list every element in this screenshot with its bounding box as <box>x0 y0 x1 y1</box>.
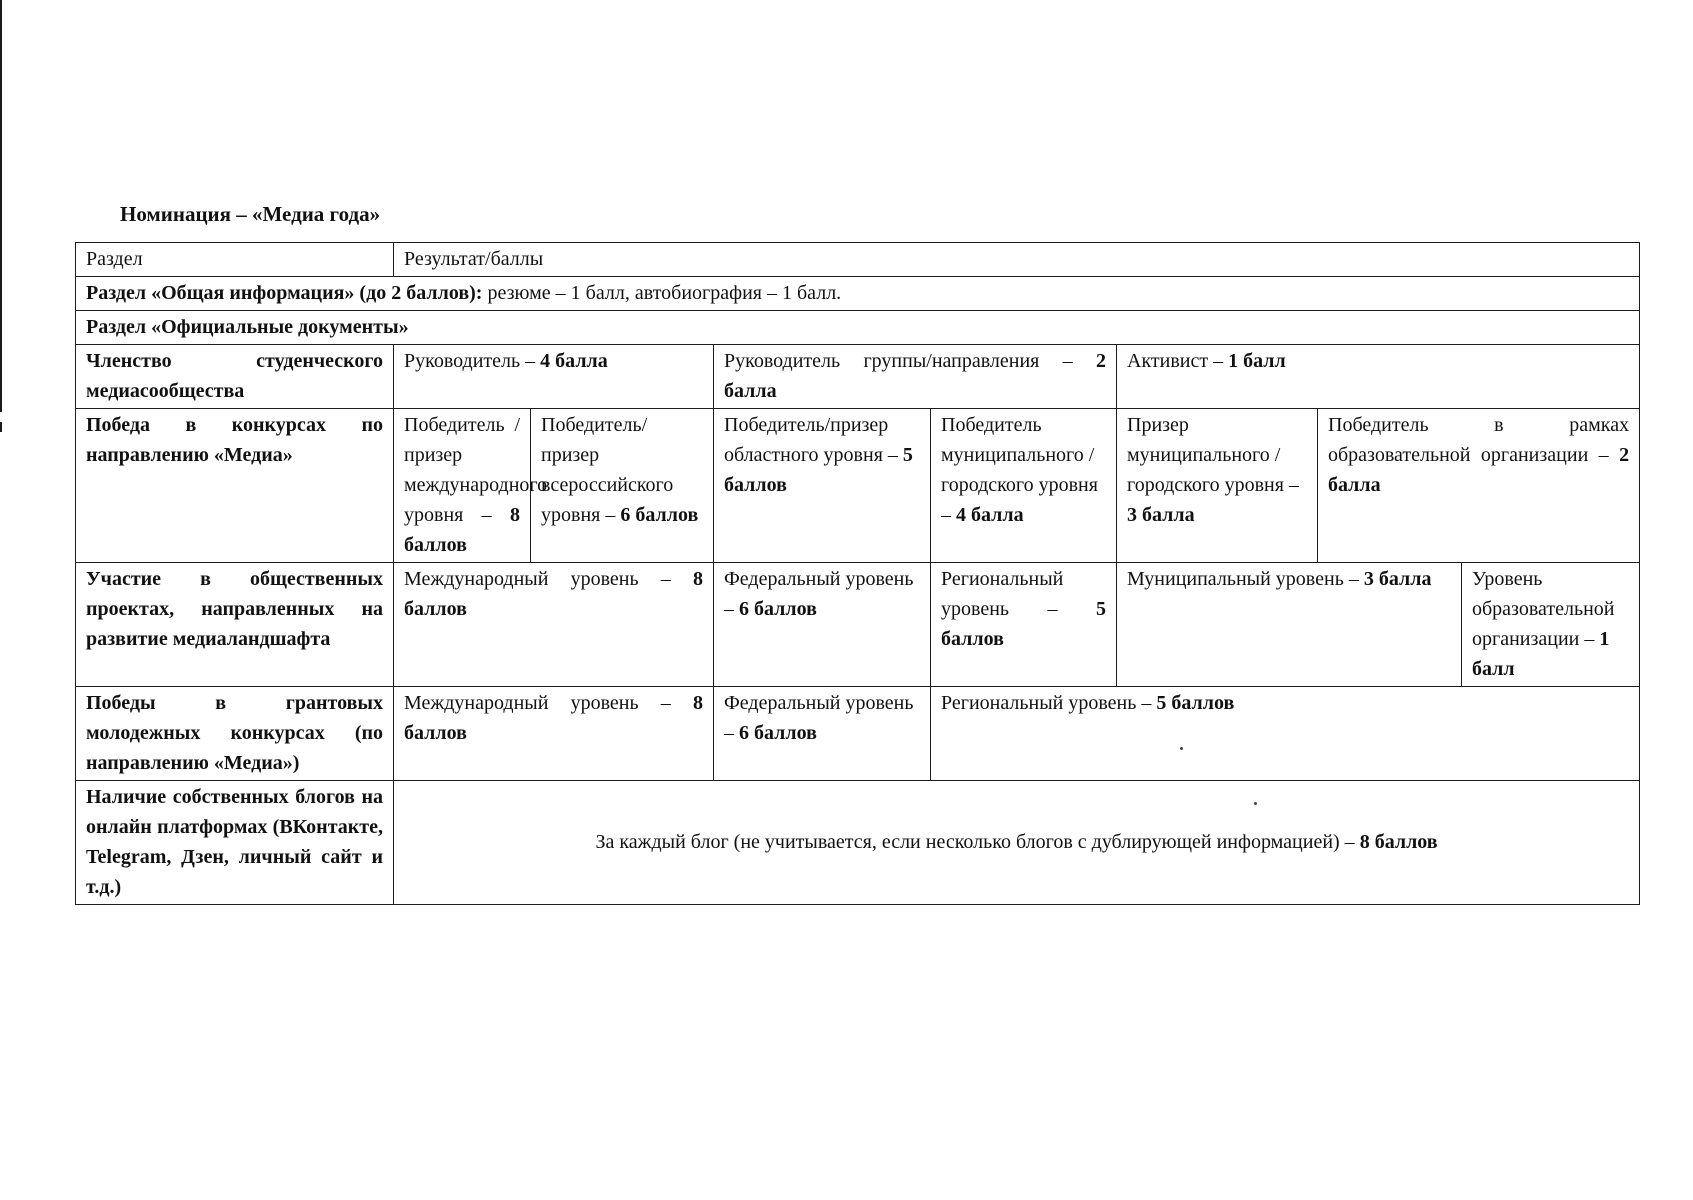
grants-row <box>76 687 1640 781</box>
official-docs-row <box>76 311 1640 345</box>
blogs-row <box>76 781 1640 905</box>
grants-federal-points: 6 баллов <box>739 722 817 744</box>
membership-activist-points: 1 балл <box>1228 350 1286 372</box>
membership-leader <box>394 345 714 409</box>
contests-municipal-winner-text: Победитель муниципального /городского уровня – <box>941 414 1098 526</box>
contests-international-points: 8 баллов <box>404 504 520 556</box>
contests-municipal-prize-points: 3 балла <box>1127 504 1195 526</box>
projects-municipal-text: Муниципальный уровень – <box>1127 568 1364 590</box>
membership-group-points: 2 балла <box>724 350 1106 402</box>
contests-international-text: Победитель /призер международного уровня – <box>404 414 548 526</box>
scan-speck <box>1254 802 1257 805</box>
scan-edge-mark <box>0 0 2 412</box>
projects-federal-text: Федеральный уровень – <box>724 568 914 620</box>
grants-regional-text: Региональный уровень – <box>941 692 1157 714</box>
blogs-label: Наличие собственных блогов на онлайн платформах (ВКонтакте, Telegram, Дзен, личный сайт и т.д.) <box>76 781 394 905</box>
contests-organization-text: Победитель в рамках образовательной организации – <box>1328 414 1630 466</box>
projects-row <box>76 563 1640 687</box>
projects-regional-text: Региональный уровень – <box>941 568 1096 620</box>
membership-activist <box>1117 345 1640 409</box>
blogs-text: За каждый блог (не учитывается, если несколько блогов с дублирующей информацией) – <box>595 831 1360 853</box>
projects-municipal <box>1117 563 1462 687</box>
general-info-cell <box>76 277 1640 311</box>
grants-international-points: 8 баллов <box>404 692 703 744</box>
contests-municipal-prize <box>1117 409 1318 563</box>
projects-international <box>394 563 714 687</box>
grants-federal <box>714 687 931 781</box>
contests-municipal-winner-points: 4 балла <box>956 504 1024 526</box>
grants-regional-points: 5 баллов <box>1156 692 1235 714</box>
contests-label: Победа в конкурсах по направлению «Медиа» <box>76 409 394 563</box>
contests-national <box>531 409 714 563</box>
contests-municipal-prize-text: Призер муниципального /городского уровня – <box>1127 414 1299 496</box>
projects-federal-points: 6 баллов <box>739 598 817 620</box>
contests-organization-points: 2 балла <box>1328 444 1630 496</box>
header-result: Результат/баллы <box>394 243 1640 277</box>
criteria-table <box>75 242 1640 905</box>
grants-international-text: Международный уровень – <box>404 692 693 714</box>
contests-national-text: Победитель/призер всероссийского уровня – <box>541 414 674 526</box>
projects-federal <box>714 563 931 687</box>
grants-federal-text: Федеральный уровень – <box>724 692 914 744</box>
grants-regional <box>931 687 1640 781</box>
scan-speck <box>1180 747 1183 750</box>
general-info-row <box>76 277 1640 311</box>
membership-group-leader <box>714 345 1117 409</box>
membership-label: Членство студенческого медиасообщества <box>76 345 394 409</box>
table-header-row <box>76 243 1640 277</box>
contests-regional-text: Победитель/призер областного уровня – <box>724 414 903 466</box>
projects-organization-points: 1 балл <box>1472 628 1610 680</box>
header-section: Раздел <box>76 243 394 277</box>
official-docs-cell: Раздел «Официальные документы» <box>76 311 1640 345</box>
general-info-label: Раздел «Общая информация» (до 2 баллов): <box>86 282 483 304</box>
projects-regional-points: 5 баллов <box>941 598 1106 650</box>
grants-international <box>394 687 714 781</box>
contests-municipal-winner <box>931 409 1117 563</box>
projects-municipal-points: 3 балла <box>1363 568 1432 590</box>
membership-group-text: Руководитель группы/направления – <box>724 350 1096 372</box>
membership-row <box>76 345 1640 409</box>
projects-organization-text: Уровень образовательной организации – <box>1472 568 1615 650</box>
general-info-text: резюме – 1 балл, автобиография – 1 балл. <box>482 282 842 304</box>
projects-international-points: 8 баллов <box>404 568 703 620</box>
membership-leader-points: 4 балла <box>540 350 608 372</box>
blogs-cell <box>394 781 1640 905</box>
membership-activist-text: Активист – <box>1127 350 1229 372</box>
projects-regional <box>931 563 1117 687</box>
contests-row <box>76 409 1640 563</box>
grants-label: Победы в грантовых молодежных конкурсах (по направлению «Медиа») <box>76 687 394 781</box>
scan-edge-dot <box>0 422 2 432</box>
contests-regional <box>714 409 931 563</box>
projects-label: Участие в общественных проектах, направленных на развитие медиаландшафта <box>76 563 394 687</box>
membership-leader-text: Руководитель – <box>404 350 541 372</box>
projects-organization <box>1462 563 1640 687</box>
contests-international <box>394 409 548 563</box>
projects-international-text: Международный уровень – <box>404 568 693 590</box>
page-title: Номинация – «Медиа года» <box>120 202 381 226</box>
contests-organization <box>1318 409 1640 563</box>
blogs-points: 8 баллов <box>1359 831 1438 853</box>
contests-national-points: 6 баллов <box>620 504 699 526</box>
contests-regional-points: 5 баллов <box>724 444 913 496</box>
